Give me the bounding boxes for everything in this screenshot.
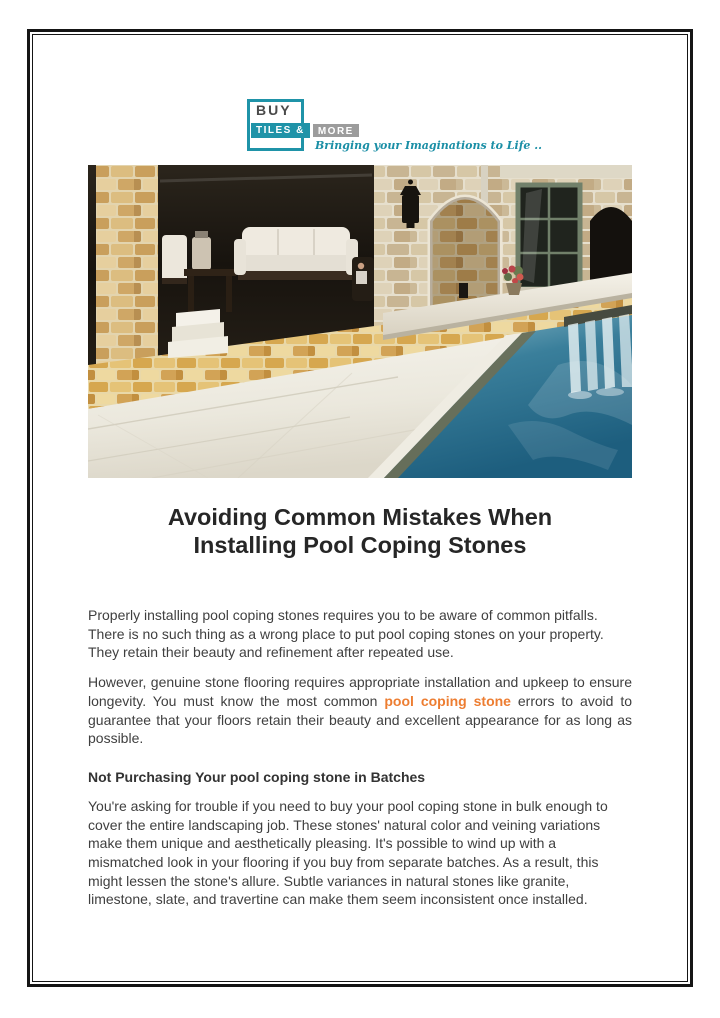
sofa [234,227,358,280]
paragraph-maintenance-after: errors to avoid to guarantee that your floors retain their beauty and excellent appearance for as long as possible. [88,692,632,747]
logo-name-bar [251,123,361,138]
article [88,503,632,920]
paragraph-intro-text: Properly installing pool coping stones requires you to be aware of common pitfalls. There is no such thing as a wrong place to put pool coping stones on your property. They retain their beauty and refinement after repeated use. [88,607,604,661]
logo-tiles-label: TILES & [251,123,310,138]
title-line-1: Avoiding Common Mistakes When [167,504,553,530]
hero-image [88,165,632,478]
paragraph-batches [88,797,632,909]
paragraph-maintenance-before: However, genuine stone flooring requires appropriate installation and upkeep to ensure longevity. You must know the most common [88,674,632,709]
brand-logo [247,97,542,153]
logo-buy-text: BUY [256,102,292,118]
logo-tagline: Bringing your Imaginations to Life .. [315,139,542,152]
paragraph-batches-text: You're asking for trouble if you need to buy your pool coping stone in bulk enough to cover the entire landscaping job. These stones' natural color and veining variations make them unique and aesthetically pleasing. It's possible to wind up with a mismatched look in your flooring if you buy from separate batches. As a result, this might lessen the stone's allure. Subtle variances in natural stones like granite, limestone, slate, and travertine can make them seem inconsistent once installed. [88,797,608,908]
pool-coping-stone-link[interactable]: pool coping stone [384,692,511,709]
title-line-2: Installing Pool Coping Stones [193,532,527,558]
section-subheading: Not Purchasing Your pool coping stone in Batches [88,768,426,785]
paragraph-intro [88,606,632,662]
logo-more-label: MORE [311,123,361,138]
pool-patio-illustration [88,165,632,478]
window [514,185,584,293]
steps [168,309,228,358]
page-title [88,503,632,559]
armchair [162,235,187,283]
paragraph-maintenance [88,673,632,748]
person-in-chair [352,257,374,301]
